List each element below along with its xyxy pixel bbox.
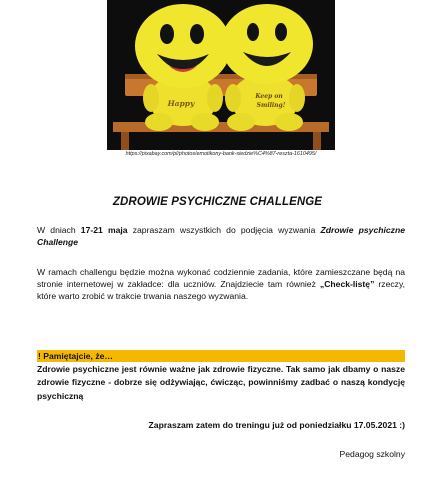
svg-text:Smiling!: Smiling! (256, 102, 286, 109)
daily-text-1: W ramach challengu będzie można wykonać codziennie zadania, które zamieszczane będą na stronie internetowej w zakładce: dla uczniów. Znajdziecie tam również (37, 267, 405, 290)
intro-text-1: W dniach (37, 225, 81, 235)
intro-paragraph (37, 224, 405, 248)
smiley-toys-illustration (107, 0, 335, 150)
signature: Pedagog szkolny (339, 449, 405, 459)
intro-text-2: zapraszam wszystkich do podjęcia wyzwania (127, 225, 321, 235)
intro-dates: 17-21 maja (80, 225, 128, 235)
smiley-toys-image (107, 0, 335, 150)
svg-text:Happy: Happy (167, 99, 195, 108)
daily-text-2: rzeczy, które warto zrobić w trakcie trwania naszego wyzwania. (37, 279, 406, 302)
page-title: ZDROWIE PSYCHICZNE CHALLENGE (112, 196, 323, 208)
challenge-name: Zdrowie psychiczne Challenge (37, 225, 405, 248)
checklist-term: „Check-listę” (319, 279, 375, 290)
daily-tasks-paragraph (37, 266, 405, 303)
svg-text:Keep on: Keep on (255, 93, 283, 100)
reminder-body: Zdrowie psychiczne jest równie ważne jak zdrowie fizyczne. Tak samo jak dbamy o nasze zdrowie fizyczne - dobrze się odżywiając, ćwicząc, powinniśmy zadbać o naszą kondycję psychiczną (37, 364, 405, 401)
reminder-heading: ! Pamiętajcie, że… (37, 350, 405, 362)
toy-label-happy (167, 99, 195, 108)
invitation-line: Zapraszam zatem do treningu już od poniedziałku 17.05.2021 :) (148, 420, 405, 430)
image-source-caption: https://pixabay.com/pl/photos/emotikony-bank-siedzie%C4%87-reszta-1610495/ (125, 151, 317, 157)
